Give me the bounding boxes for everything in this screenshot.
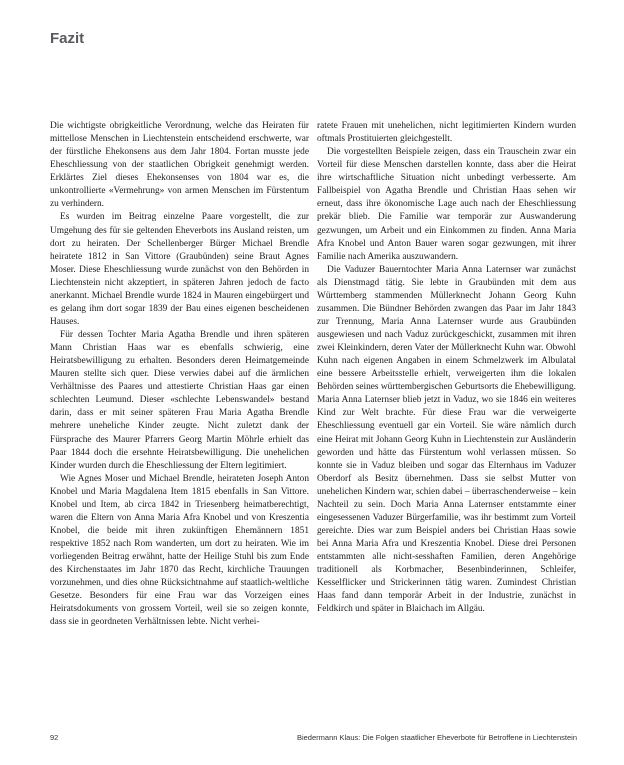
section-heading: Fazit: [50, 30, 85, 47]
paragraph: Für dessen Tochter Maria Agatha Brendle und ihren späteren Mann Christian Haas war es ebenfalls schwierig, eine Heiratsbewilligung zu erhalten. Besonders deren Heimatgemeinde Mauren stellte sich quer. Diese verwies dabei auf die ärmlichen Verhältnisse des Paares und attestierte Christian Haas gar einen schlechten Leumund. Dieser «schlechte Lebenswandel» bestand darin, dass er mit seiner späteren Frau Maria Agatha Brendle mehrere uneheliche Kinder zeugte. Nicht zuletzt dank der Fürsprache des Maurer Pfarrers Georg Martin Möhrle erhielt das Paar 1844 doch die ersehnte Heiratsbewilligung. Die unehelichen Kinder wurden durch die Eheschliessung der Eltern legitimiert.: [50, 330, 309, 471]
running-title: Biedermann Klaus: Die Folgen staatlicher Eheverbote für Betroffene in Liechtenstein: [296, 733, 577, 742]
page-number: 92: [50, 733, 59, 742]
text-column-left: [50, 120, 309, 629]
paragraph: Die vorgestellten Beispiele zeigen, dass ein Trauschein zwar ein Vorteil für diese Menschen darstellen konnte, dass aber die Heirat ihre wirtschaftliche Situation nicht unbedingt verbesserte. Am Fallbeispiel von Agatha Brendle und Christian Haas sehen wir erneut, dass ihre ökonomische Lage auch nach der Eheschliessung prekär blieb. Die Familie war temporär zur Auswanderung gezwungen, um Arbeit und ein Einkommen zu finden. Anna Maria Afra Knobel und Anton Bauer waren sogar gezwungen, mit ihrer Familie nach Amerika auszuwandern.: [317, 147, 576, 262]
paragraph: Wie Agnes Moser und Michael Brendle, heirateten Joseph Anton Knobel und Maria Magdalena Item 1815 ebenfalls in San Vittore. Knobel und Item, ab circa 1842 in Triesenberg heimatberechtigt, waren die Eltern von Anna Maria Afra Knobel und von Kreszentia Knobel, die beide mit ihren zukünftigen Ehemännern 1851 respektive 1852 nach Rom wanderten, um dort zu heiraten. Wie im vorliegenden Beitrag erwähnt, hatte der Heilige Stuhl bis zum Ende des Kirchenstaates im Jahr 1870 das Recht, kirchliche Trauungen vorzunehmen, und dies ohne Rücksichtnahme auf staatlich-weltliche Gesetze. Besonders für eine Frau war das Vorzeigen eines Heiratsdokuments von grossem Vorteil, weil sie so zeigen konnte, dass sie in geordneten Verhältnissen lebte. Nicht verhei-: [50, 473, 309, 628]
paragraph: ratete Frauen mit unehelichen, nicht legitimierten Kindern wurden oftmals Prostituierten gleichgestellt.: [317, 121, 576, 145]
paragraph: Die Vaduzer Bauerntochter Maria Anna Laternser war zunächst als Dienstmagd tätig. Sie lebte in Graubünden mit dem aus Württemberg stammenden Müllerknecht Johann Georg Kuhn zusammen. Die Bündner Behörden zwangen das Paar im Jahr 1843 zur Trennung, Maria Anna Laternser wurde aus Graubünden ausgewiesen und nach Vaduz zurückgeschickt, zusammen mit ihren zwei Kleinkindern, deren Vater der Müllerknecht Kuhn war. Obwohl Kuhn nach eigenen Angaben in einem Schmelzwerk im Albulatal eine bessere Arbeitsstelle erhielt, verweigerten ihm die lokalen Behörden seines württembergischen Geburtsorts die Ehebewilligung. Maria Anna Laternser blieb jetzt in Vaduz, wo sie 1846 ein weiteres Kind zur Welt brachte. Für diese Frau war die verweigerte Eheschliessung eventuell gar ein Vorteil. Sie wäre nämlich durch eine Heirat mit Johann Georg Kuhn in Liechtenstein zur Ausländerin geworden und hätte das Fürstentum wohl verlassen müssen. So konnte sie in Vaduz bleiben und sogar das Elternhaus im Vaduzer Oberdorf als Besitz übernehmen. Dass sie selbst Mutter von unehelichen Kindern war, schien dabei – überraschenderweise – kein Nachteil zu sein. Doch Maria Anna Laternser entstammte einer eingesessenen Vaduzer Bürgerfamilie, was ihr bestimmt zum Vorteil gereichte. Dies war zum Beispiel anders bei Christian Haas sowie bei Anna Maria Afra und Kreszentia Knobel. Diese drei Personen entstammten alle nicht-sesshaften Familien, deren Angehörige traditionell als Korbmacher, Besenbinderinnen, Schleifer, Kesselflicker und Strickerinnen tätig waren. Zumindest Christian Haas fand dann temporär Arbeit in der Industrie, zunächst in Feldkirch und später in Blaichach im Allgäu.: [317, 264, 576, 615]
paragraph: Die wichtigste obrigkeitliche Verordnung, welche das Heiraten für mittellose Menschen in Liechtenstein entscheidend erschwerte, war der fürstliche Ehekonsens aus dem Jahr 1804. Fortan musste jede Eheschliessung von der staatlichen Obrigkeit genehmigt werden. Erklärtes Ziel dieses Ehekonsenses von 1804 war es, die unkontrollierte «Vermehrung» von armen Menschen im Fürstentum zu verhindern.: [50, 121, 309, 210]
text-column-right: [317, 120, 576, 616]
paragraph: Es wurden im Beitrag einzelne Paare vorgestellt, die zur Umgehung des für sie geltenden Eheverbots ins Ausland reisten, um dort zu heiraten. Der Schellenberger Bürger Michael Brendle heiratete 1812 in San Vittore (Graubünden) seine Braut Agnes Moser. Diese Eheschliessung wurde zunächst von den Behörden in Liechtenstein nicht akzeptiert, in späteren Jahren jedoch de facto anerkannt. Michael Brendle wurde 1824 in Mauren eingebürgert und es gelang ihm dort sogar 1839 der Bau eines eigenen bescheidenen Hauses.: [50, 212, 309, 327]
